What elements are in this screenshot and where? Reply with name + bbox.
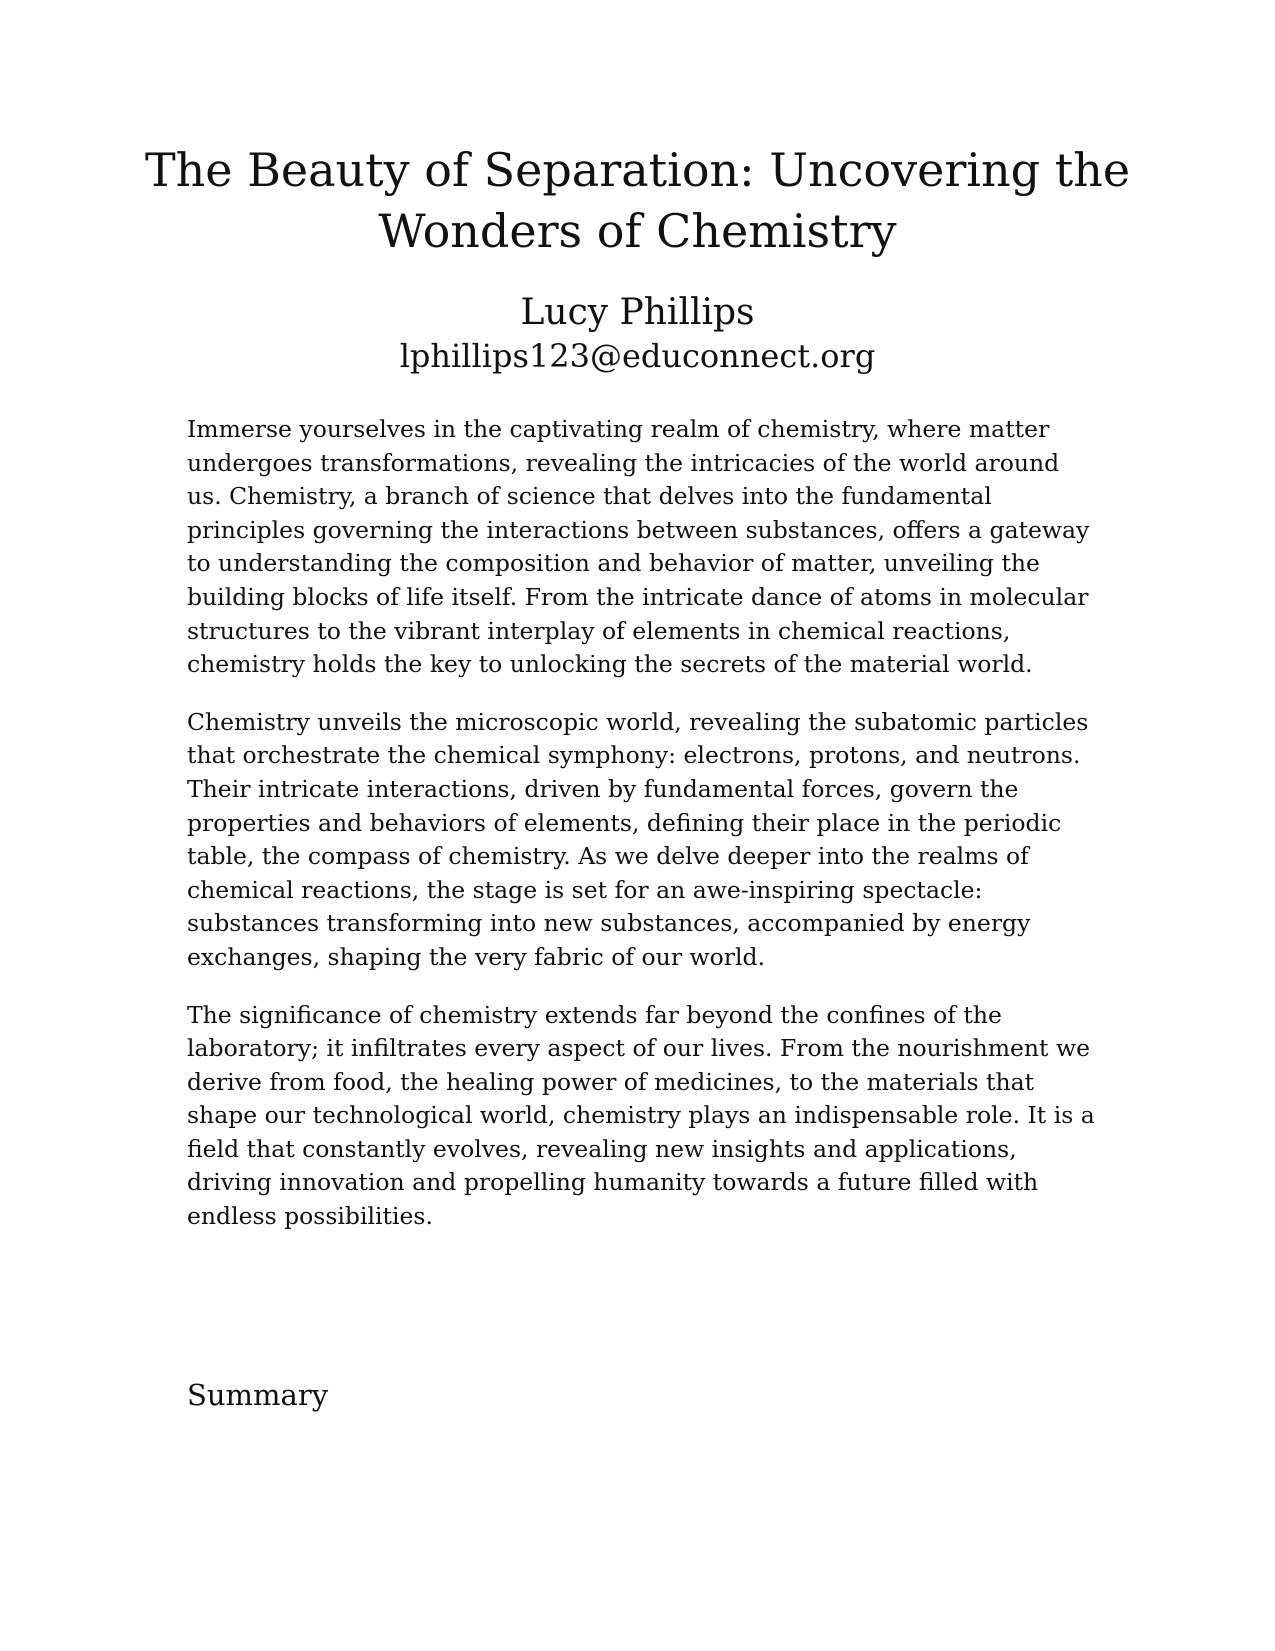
author-block <box>140 290 1135 376</box>
author-email: lphillips123@educonnect.org <box>399 337 876 375</box>
document-title: The Beauty of Separation: Uncovering the Wonders of Chemistry <box>144 143 1131 258</box>
author-name: Lucy Phillips <box>520 292 755 333</box>
paragraph-2: Chemistry unveils the microscopic world, revealing the subatomic particles that orchestrate the chemical symphony: electrons, protons, and neutrons. Their intricate interactions, driven by fundamental forces, govern the properties and behaviors of elements, defining their place in the periodic table, the compass of chemistry. As we delve deeper into the realms of chemical reactions, the stage is set for an awe-inspiring spectacle: substances transforming into new substances, accompanied by energy exchanges, shaping the very fabric of our world. <box>187 707 1089 971</box>
body-text <box>187 413 1097 1258</box>
section-heading-summary: Summary <box>187 1378 329 1412</box>
paragraph-1: Immerse yourselves in the captivating realm of chemistry, where matter undergoes transformations, revealing the intricacies of the world around us. Chemistry, a branch of science that delves into the fundamental principles governing the interactions between substances, offers a gateway to understanding the composition and behavior of matter, unveiling the building blocks of life itself. From the intricate dance of atoms in molecular structures to the vibrant interplay of elements in chemical reactions, chemistry holds the key to unlocking the secrets of the material world. <box>187 415 1090 679</box>
paragraph-3: The significance of chemistry extends far beyond the confines of the laboratory; it infiltrates every aspect of our lives. From the nourishment we derive from food, the healing power of medicines, to the materials that shape our technological world, chemistry plays an indispensable role. It is a field that constantly evolves, revealing new insights and applications, driving innovation and propelling humanity towards a future filled with endless possibilities. <box>187 1000 1095 1231</box>
